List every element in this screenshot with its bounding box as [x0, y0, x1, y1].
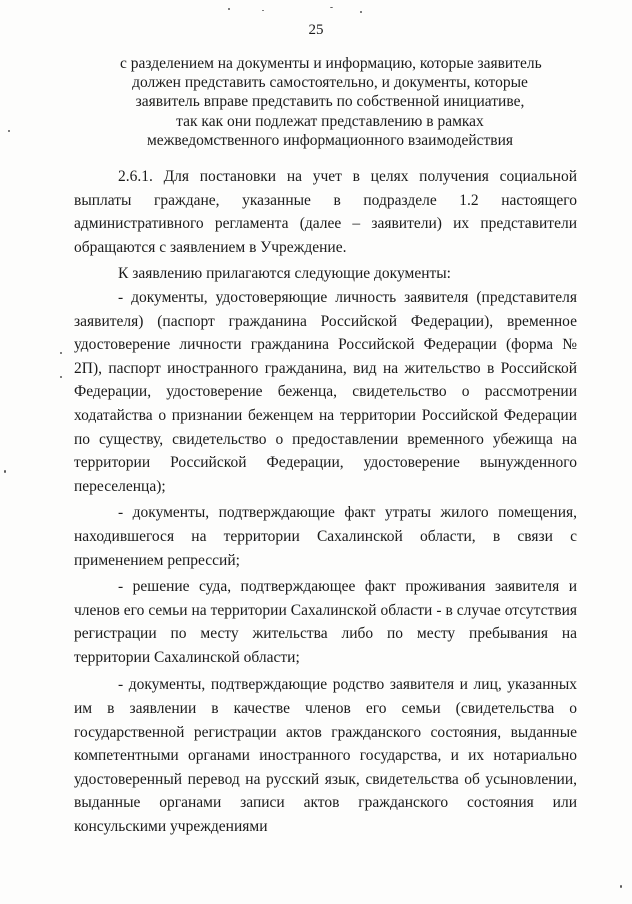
scan-speck	[4, 470, 6, 473]
paragraph-documents-intro: К заявлению прилагаются следующие документы:	[118, 265, 451, 283]
heading-line: должен представить самостоятельно, и документы, которые	[132, 74, 528, 92]
paragraph-2-6-1: 2.6.1. Для постановки на учет в целях получения социальной выплаты граждане, указанные в подразделе 1.2 настоящего административного регламента (далее – заявители) их представители обращаются с заявлением в Учреждение.	[74, 168, 577, 256]
scan-speck	[262, 10, 264, 11]
section-heading	[120, 54, 540, 150]
heading-line: с разделением на документы и информацию, которые заявитель	[120, 55, 542, 72]
list-item-court-decision: - решение суда, подтверждающее факт проживания заявителя и членов его семьи на территории Сахалинской области - в случае отсутствия регистрации по месту жительства либо по месту пребывания на территории Сахалинской области;	[74, 578, 577, 666]
heading-line: так как они подлежат представлению в рамках	[176, 112, 484, 130]
scan-speck	[60, 352, 62, 354]
page-number: 25	[308, 22, 324, 38]
scan-speck	[620, 885, 622, 888]
scan-speck	[330, 7, 333, 8]
scan-speck	[8, 130, 10, 132]
scan-speck	[60, 376, 62, 378]
heading-line: заявитель вправе представить по собственной инициативе,	[135, 93, 525, 111]
scan-speck	[228, 8, 230, 10]
heading-line: межведомственного информационного взаимодействия	[146, 131, 514, 149]
list-item-kinship-documents: - документы, подтверждающие родство заявителя и лиц, указанных им в заявлении в качестве членов его семьи (свидетельства о государственной регистрации актов гражданского состояния, выданные компетентными органами иностранного государства, и их нотариально удостоверенный перевод на русский язык, свидетельства об усыновлении, выданные органами записи актов гражданского состояния или консульскими учреждениями	[74, 676, 577, 836]
scan-speck	[360, 11, 362, 13]
list-item-housing-loss-documents: - документы, подтверждающие факт утраты жилого помещения, находившегося на территории Сахалинской области, в связи с применением репрессий;	[74, 504, 577, 569]
list-item-identity-documents: - документы, удостоверяющие личность заявителя (представителя заявителя) (паспорт гражданина Российской Федерации), временное удостоверение личности гражданина Российской Федерации (форма № 2П), паспорт иностранного гражданина, вид на жительство в Российской Федерации, удостоверение беженца, свидетельство о рассмотрении ходатайства о признании беженцем на территории Российской Федерации по существу, свидетельство о предоставлении временного убежища на территории Российской Федерации, удостоверение вынужденного переселенца);	[74, 288, 577, 495]
body-text	[74, 165, 577, 839]
